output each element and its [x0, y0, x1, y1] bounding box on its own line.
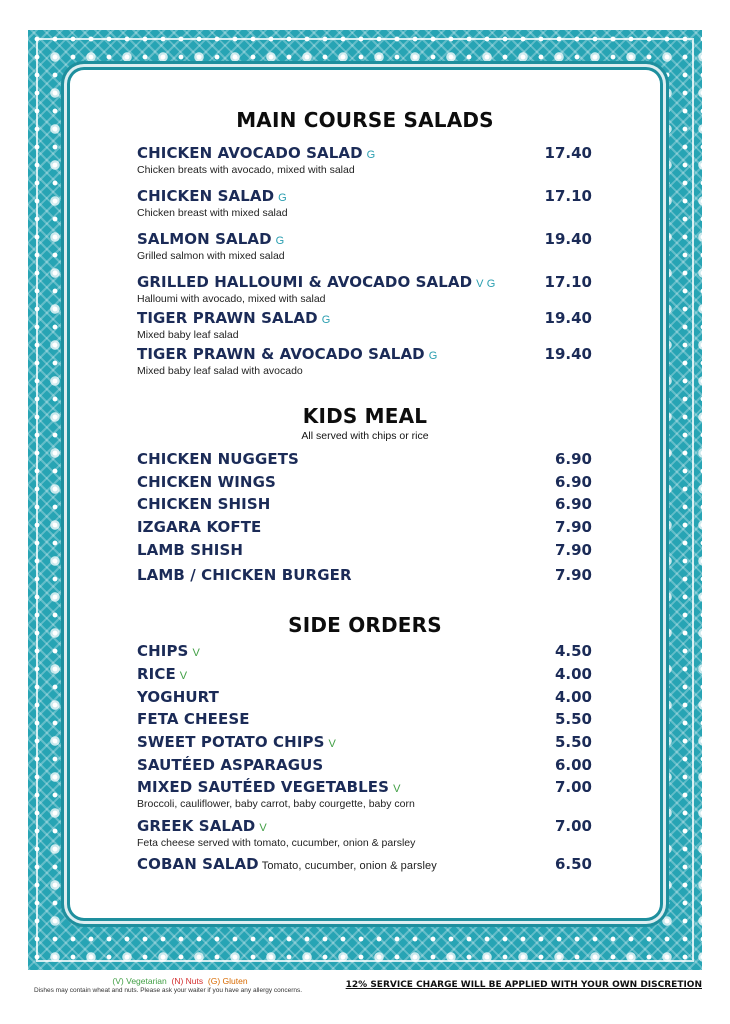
item-description: Mixed baby leaf salad — [137, 329, 239, 341]
item-name: TIGER PRAWN & AVOCADO SALAD — [137, 345, 425, 363]
item-name: COBAN SALAD — [137, 855, 259, 873]
item-description: Mixed baby leaf salad with avocado — [137, 365, 303, 377]
item-name: SAUTÉED ASPARAGUS — [137, 756, 324, 774]
menu-item — [137, 757, 592, 774]
item-price: 6.00 — [554, 756, 592, 774]
legend-gluten: (G) Gluten — [207, 976, 248, 986]
item-name: LAMB SHISH — [137, 541, 244, 559]
menu-item — [137, 734, 592, 753]
item-name: RICE — [137, 665, 176, 683]
item-name: YOGHURT — [137, 688, 219, 706]
service-charge-note: 12% SERVICE CHARGE WILL BE APPLIED WITH YOUR OWN DISCRETION — [345, 980, 702, 990]
item-name: LAMB / CHICKEN BURGER — [137, 566, 352, 584]
menu-item — [137, 818, 592, 849]
menu-item — [137, 496, 592, 513]
item-price: 4.00 — [554, 665, 592, 683]
item-name: SWEET POTATO CHIPS — [137, 733, 325, 751]
section-title-kids: KIDS MEAL — [302, 404, 428, 428]
gluten-tag: G — [275, 235, 285, 247]
item-price: 17.10 — [544, 187, 592, 205]
item-name: TIGER PRAWN SALAD — [137, 309, 318, 327]
gluten-tag: G — [428, 350, 438, 362]
section-subtitle-kids: All served with chips or rice — [301, 430, 429, 442]
item-name: CHICKEN SALAD — [137, 187, 275, 205]
gluten-tag: G — [278, 192, 287, 204]
item-description: Grilled salmon with mixed salad — [137, 250, 285, 262]
menu-item — [137, 567, 592, 584]
item-price: 6.50 — [554, 855, 592, 873]
menu-item — [137, 451, 592, 468]
item-price: 17.40 — [544, 144, 592, 162]
item-name: CHICKEN SHISH — [137, 495, 271, 513]
item-name: GREEK SALAD — [137, 817, 256, 835]
allergy-note: Dishes may contain wheat and nuts. Please ask your waiter if you have any allergy concerns. — [34, 987, 303, 994]
item-name: CHICKEN WINGS — [137, 473, 276, 491]
section-title-salads: MAIN COURSE SALADS — [236, 108, 494, 132]
menu-item — [137, 274, 592, 305]
menu-item — [137, 231, 592, 262]
item-name: GRILLED HALLOUMI & AVOCADO SALAD — [137, 273, 473, 291]
legend-vegetarian: (V) Vegetarian — [112, 976, 167, 986]
item-price: 19.40 — [544, 230, 592, 248]
item-price: 4.00 — [554, 688, 592, 706]
menu-item — [137, 666, 592, 685]
vegetarian-tag: V — [179, 670, 188, 682]
gluten-tag: G — [321, 314, 331, 326]
vegetarian-tag: V — [393, 783, 401, 795]
vegetarian-tag: V — [259, 822, 267, 834]
gluten-tag: G — [366, 149, 376, 161]
menu-item — [137, 145, 592, 176]
menu-item — [137, 711, 592, 728]
item-price: 7.90 — [554, 541, 592, 559]
section-title-sides: SIDE ORDERS — [288, 613, 442, 637]
item-price: 19.40 — [544, 309, 592, 327]
menu-item — [137, 519, 592, 536]
menu-item — [137, 779, 592, 810]
item-description: Halloumi with avocado, mixed with salad — [137, 293, 326, 305]
item-name: MIXED SAUTÉED VEGETABLES — [137, 778, 390, 796]
menu-item — [137, 856, 592, 875]
vegetarian-gluten-tag: V G — [476, 278, 496, 290]
menu-item — [137, 346, 592, 377]
item-price: 4.50 — [554, 642, 592, 660]
menu-item — [137, 542, 592, 559]
item-price: 7.00 — [554, 817, 592, 835]
item-price: 17.10 — [544, 273, 592, 291]
item-description: Broccoli, cauliflower, baby carrot, baby courgette, baby corn — [137, 798, 415, 810]
item-description: Feta cheese served with tomato, cucumber, onion & parsley — [137, 837, 416, 849]
item-price: 6.90 — [554, 495, 592, 513]
item-description: Chicken breats with avocado, mixed with salad — [137, 164, 355, 176]
item-price: 6.90 — [554, 473, 592, 491]
menu-item — [137, 474, 592, 491]
menu-item — [137, 689, 592, 706]
menu-item — [137, 310, 592, 341]
item-name: CHIPS — [137, 642, 189, 660]
item-price: 5.50 — [554, 710, 592, 728]
menu-item — [137, 188, 592, 219]
dietary-legend — [0, 976, 360, 986]
item-name: CHICKEN NUGGETS — [137, 450, 299, 468]
vegetarian-tag: V — [192, 647, 200, 659]
item-description: Tomato, cucumber, onion & parsley — [261, 860, 437, 872]
item-price: 7.00 — [554, 778, 592, 796]
item-price: 7.90 — [554, 566, 592, 584]
item-price: 5.50 — [554, 733, 592, 751]
item-name: SALMON SALAD — [137, 230, 272, 248]
vegetarian-tag: V — [328, 738, 336, 750]
item-price: 19.40 — [544, 345, 592, 363]
item-name: IZGARA KOFTE — [137, 518, 262, 536]
item-price: 6.90 — [554, 450, 592, 468]
legend-nuts: (N) Nuts — [171, 976, 204, 986]
item-name: CHICKEN AVOCADO SALAD — [137, 144, 363, 162]
item-name: FETA CHEESE — [137, 710, 250, 728]
item-price: 7.90 — [554, 518, 592, 536]
menu-item — [137, 643, 592, 662]
item-description: Chicken breast with mixed salad — [137, 207, 288, 219]
